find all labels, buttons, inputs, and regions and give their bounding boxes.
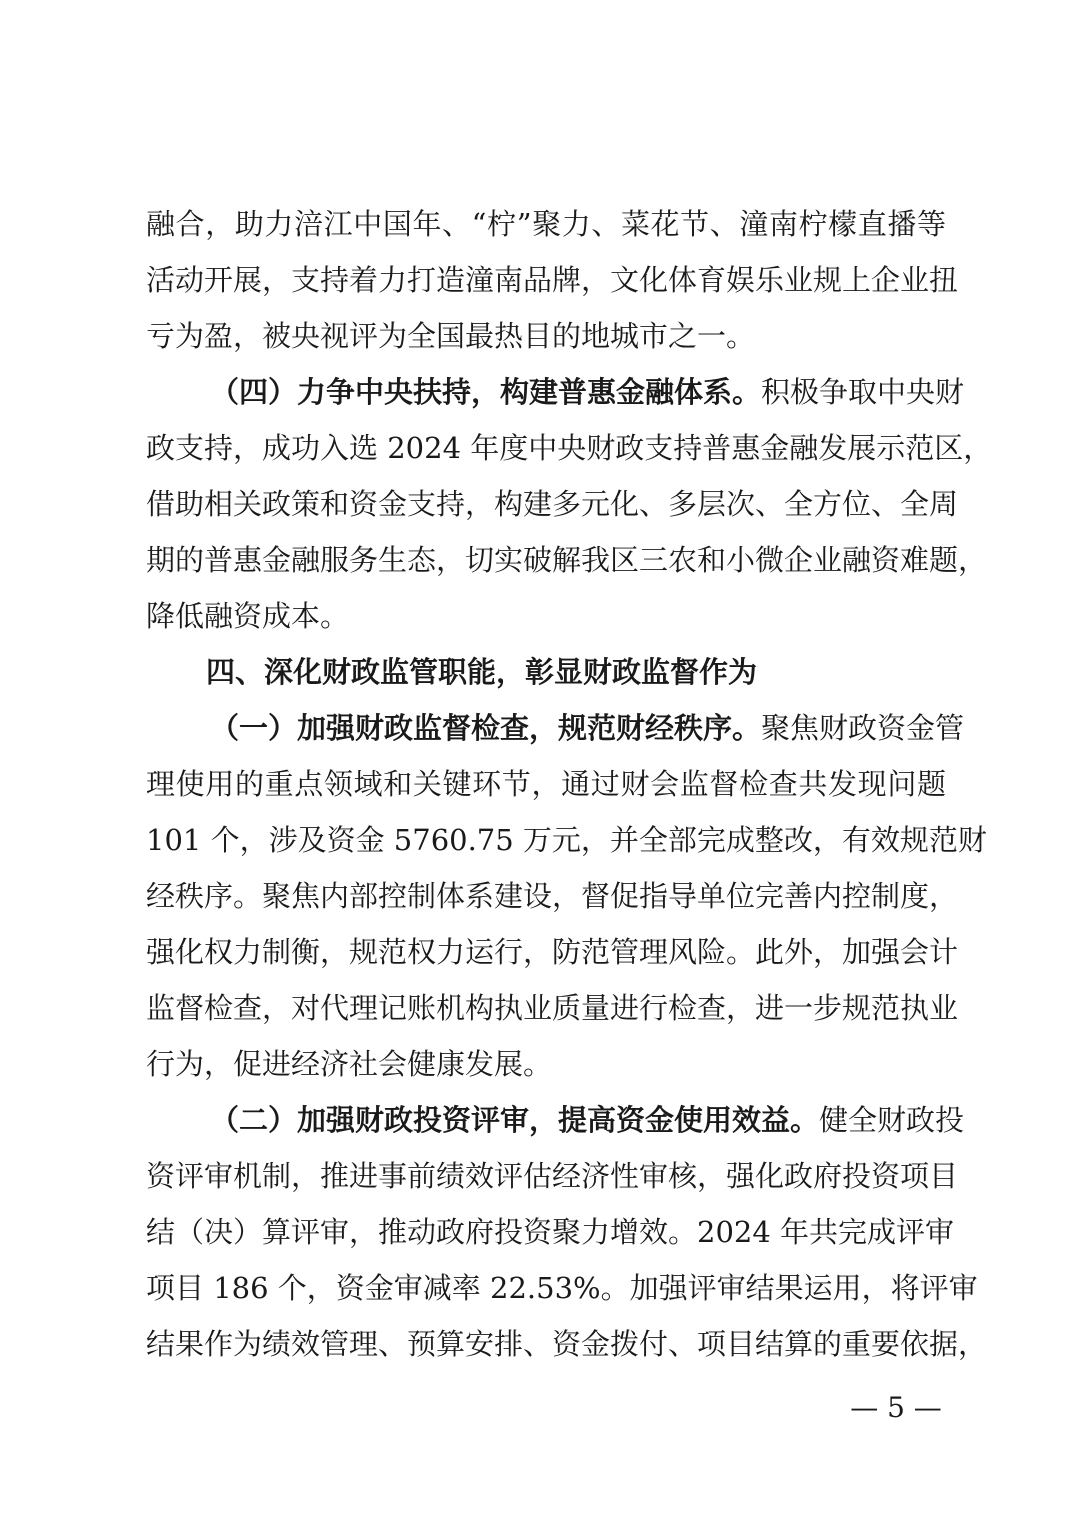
text-line: 监督检查，对代理记账机构执业质量进行检查，进一步规范执业 [146,991,959,1025]
section-heading: 四、深化财政监管职能，彰显财政监督作为 [206,655,758,689]
text-line: 101 个，涉及资金 5760.75 万元，并全部完成整改，有效规范财 [146,823,987,857]
text-line: 活动开展，支持着力打造潼南品牌，文化体育娱乐业规上企业扭 [146,263,959,297]
text-line: 资评审机制，推进事前绩效评估经济性审核，强化政府投资项目 [146,1159,959,1193]
text-line: 项目 186 个，资金审减率 22.53%。加强评审结果运用，将评审 [146,1271,978,1305]
subsection-title: （一）加强财政监督检查，规范财经秩序。 [210,711,762,745]
subsection-lead-line: （二）加强财政投资评审，提高资金使用效益。健全财政投 [210,1103,965,1137]
subsection-title: （四）力争中央扶持，构建普惠金融体系。 [210,375,762,409]
text-line: 经秩序。聚焦内部控制体系建设，督促指导单位完善内控制度， [146,879,959,913]
text-line: 结（决）算评审，推动政府投资聚力增效。2024 年共完成评审 [146,1215,955,1249]
text-line: 期的普惠金融服务生态，切实破解我区三农和小微企业融资难题， [146,543,988,577]
subsection-lead-line: （一）加强财政监督检查，规范财经秩序。聚焦财政资金管 [210,711,965,745]
text-line: 亏为盈，被央视评为全国最热目的地城市之一。 [146,319,756,353]
text-line: 借助相关政策和资金支持，构建多元化、多层次、全方位、全周 [146,487,959,521]
text-line: 理使用的重点领域和关键环节，通过财会监督检查共发现问题 [146,767,946,801]
text-line: 结果作为绩效管理、预算安排、资金拨付、项目结算的重要依据， [146,1327,988,1361]
subsection-title: （二）加强财政投资评审，提高资金使用效益。 [210,1103,820,1137]
text-line: 政支持，成功入选 2024 年度中央财政支持普惠金融发展示范区， [146,431,993,465]
text-line: 降低融资成本。 [146,599,350,633]
page-number: — 5 — [850,1391,942,1424]
subsection-lead-line: （四）力争中央扶持，构建普惠金融体系。积极争取中央财 [210,375,965,409]
text-line: 强化权力制衡，规范权力运行，防范管理风险。此外，加强会计 [146,935,959,969]
text-line: 融合，助力涪江中国年、“柠”聚力、菜花节、潼南柠檬直播等 [146,207,946,241]
text-line: 行为，促进经济社会健康发展。 [146,1047,553,1081]
